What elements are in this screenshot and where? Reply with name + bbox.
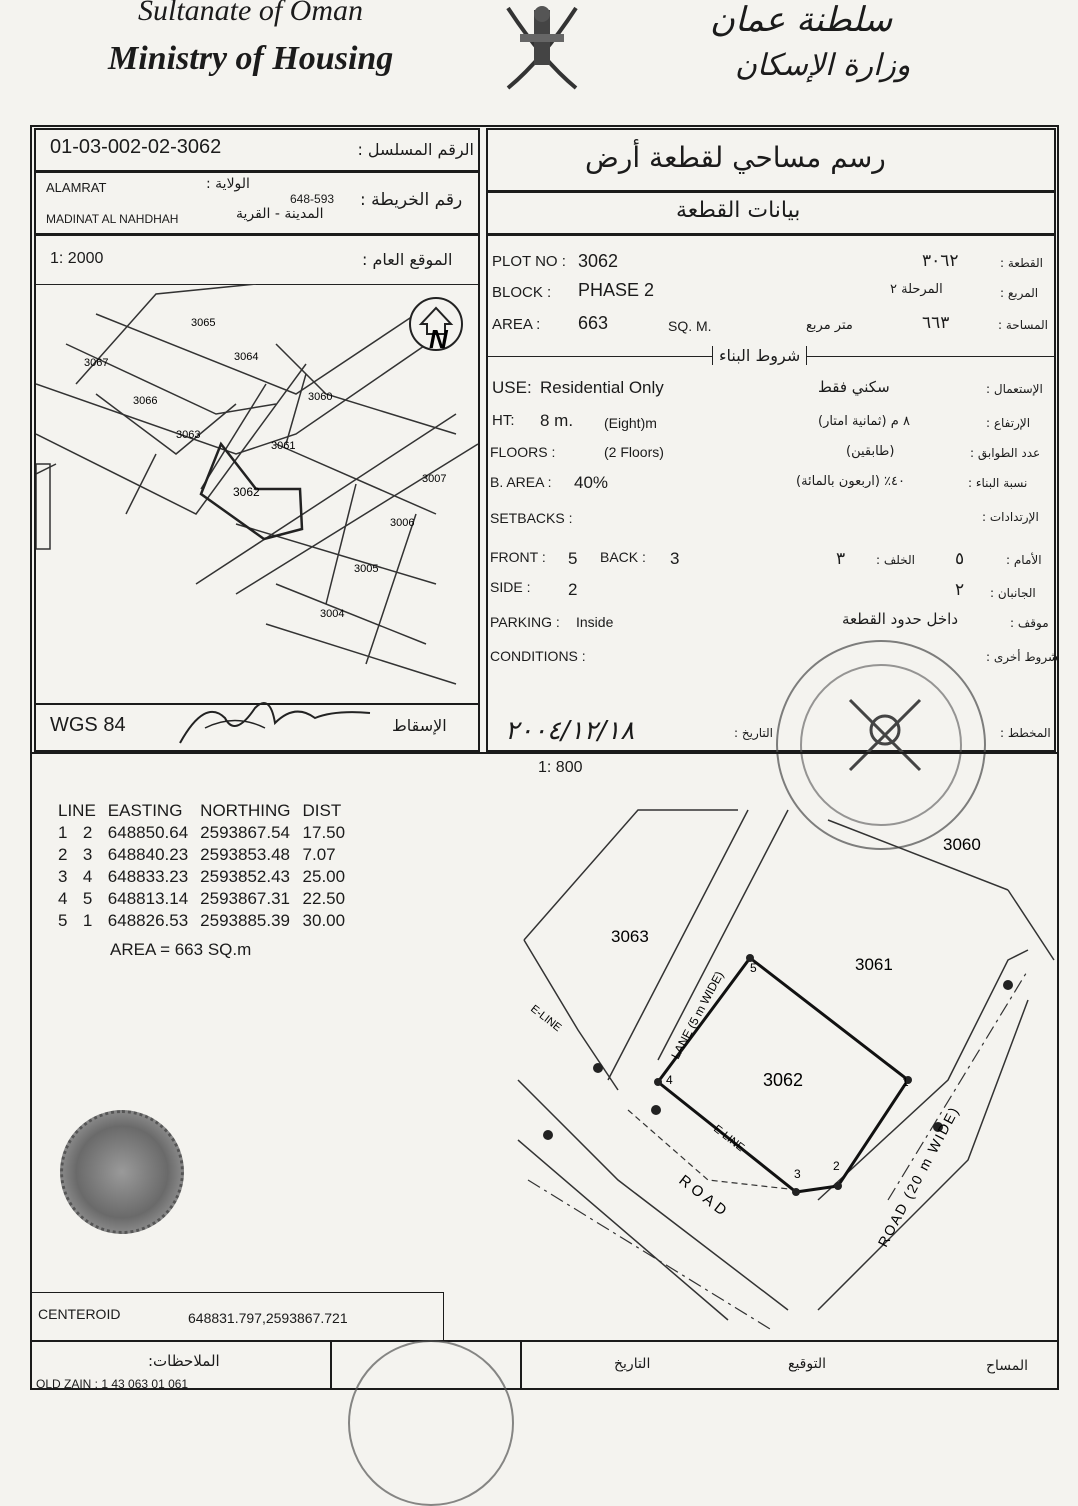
setbacks-label: SETBACKS : — [490, 510, 573, 526]
keymap-scale: 1: 2000 — [50, 250, 104, 267]
plot-data-title: بيانات القطعة — [676, 198, 801, 223]
footer-separator — [330, 1340, 332, 1389]
back-ar: ٣ — [836, 549, 846, 568]
northing-value: 2593867.54 — [200, 823, 290, 842]
parking-ar: داخل حدود القطعة — [842, 610, 958, 628]
line-from: 1 — [58, 823, 68, 842]
line-to: 3 — [82, 845, 93, 864]
wilayat-label: الولاية : — [206, 176, 250, 192]
conditions-label: CONDITIONS : — [490, 648, 586, 664]
front-ar: ٥ — [955, 549, 965, 568]
building-area-value: 40% — [574, 473, 609, 492]
height-value: 8 m. — [540, 411, 574, 430]
height-ar: ٨ م (ثمانية امتار) — [818, 414, 910, 429]
front-label-ar: الأمام : — [1006, 553, 1042, 567]
block-label: BLOCK : — [492, 284, 552, 301]
back-label-ar: الخلف : — [876, 553, 915, 567]
header-line: LINE — [58, 801, 96, 820]
northing-value: 2593852.43 — [200, 867, 290, 886]
table-row — [52, 822, 351, 844]
national-emblem-icon — [498, 0, 586, 95]
eline-label: E-LINE — [711, 1122, 747, 1155]
floors-ar: (طابقين) — [846, 444, 895, 459]
use-label-ar: الإستعمال : — [986, 382, 1043, 396]
planner-label-ar: المخطط : — [1000, 726, 1051, 740]
height-note: (Eight)m — [604, 415, 657, 431]
footer-date-label: التاريخ — [614, 1356, 651, 1372]
plot-3060-label: 3060 — [943, 835, 981, 854]
footer-surveyor-label: المساح — [986, 1358, 1029, 1374]
plot-no-label: PLOT NO : — [492, 253, 566, 270]
line-from: 3 — [58, 867, 68, 886]
keymap-drawing — [36, 284, 478, 704]
height-label: HT: — [492, 412, 515, 429]
floors-value: (2 Floors) — [604, 444, 664, 460]
dist-value: 7.07 — [302, 845, 336, 864]
lower-divider — [32, 752, 1057, 754]
plot-no-ar: ٣٠٦٢ — [922, 251, 959, 270]
header-dist: DIST — [302, 801, 342, 820]
dist-value: 25.00 — [302, 867, 346, 886]
keymap-plot-label: 3007 — [422, 473, 447, 485]
vertex-label: 3 — [794, 1167, 801, 1181]
total-area: AREA = 663 SQ.m — [110, 940, 252, 959]
easting-value: 648813.14 — [107, 889, 189, 908]
plot-3061-label: 3061 — [855, 955, 893, 974]
northing-value: 2593853.48 — [200, 845, 290, 864]
serial-label: الرقم المسلسل : — [357, 140, 474, 159]
side-value: 2 — [568, 580, 578, 599]
front-label: FRONT : — [490, 549, 546, 565]
easting-value: 648840.23 — [107, 845, 189, 864]
ministry-name-en: Ministry of Housing — [108, 40, 394, 77]
line-from: 5 — [58, 911, 68, 930]
detail-map-scale: 1: 800 — [538, 759, 583, 776]
table-row — [52, 866, 351, 888]
approval-date: ٢٠٠٤/١٢/١٨ — [505, 716, 635, 746]
line-from: 2 — [58, 845, 68, 864]
area-value: 663 — [578, 313, 609, 333]
map-number-value: 648-593 — [290, 192, 335, 206]
easting-value: 648826.53 — [107, 911, 189, 930]
easting-value: 648850.64 — [107, 823, 189, 842]
detail-map-drawing — [488, 780, 1056, 1330]
plot-data-box — [486, 234, 1059, 752]
footer-separator — [520, 1340, 522, 1389]
block-ar: المرحلة ٢ — [890, 282, 943, 297]
back-value: 3 — [670, 549, 680, 568]
side-label-ar: الجانبان : — [990, 586, 1036, 600]
old-zain-value: OLD ZAIN : 1 43 063 01 061 — [36, 1377, 189, 1391]
line-to: 1 — [82, 911, 93, 930]
area-unit-ar: متر مربع — [806, 318, 853, 333]
plot-label-ar: القطعة : — [1000, 256, 1043, 270]
height-label-ar: الإرتفاع : — [986, 416, 1031, 430]
side-label: SIDE : — [490, 579, 531, 595]
conditions-label-ar: شروط أخرى : — [986, 650, 1059, 664]
keymap-plot-label: 3062 — [233, 485, 260, 499]
projection-label: الإسقاط — [392, 716, 447, 735]
parking-label: PARKING : — [490, 614, 560, 630]
building-area-label-ar: نسبة البناء : — [968, 476, 1028, 490]
stamp-emblem-icon — [840, 690, 930, 780]
line-to: 2 — [82, 823, 93, 842]
block-label-ar: المربع : — [1000, 286, 1039, 300]
embossed-seal-icon — [60, 1110, 184, 1234]
use-ar: سكني فقط — [818, 378, 890, 396]
easting-value: 648833.23 — [107, 867, 189, 886]
eline-label: E-LINE — [528, 1002, 564, 1035]
building-area-ar: ٤٠٪ (اربعون بالمائة) — [796, 474, 906, 489]
dist-value: 30.00 — [302, 911, 346, 930]
dist-value: 22.50 — [302, 889, 346, 908]
city-value: MADINAT AL NAHDHAH — [46, 212, 179, 226]
side-ar: ٢ — [955, 580, 965, 599]
dist-value: 17.50 — [302, 823, 346, 842]
line-to: 4 — [82, 867, 93, 886]
header-easting: EASTING — [107, 801, 183, 820]
wilayat-value: ALAMRAT — [46, 180, 107, 195]
country-name-en: Sultanate of Oman — [138, 0, 363, 27]
signature-icon — [175, 688, 375, 748]
setbacks-label-ar: الإرتدادات : — [982, 510, 1039, 524]
document-title: رسم مساحي لقطعة أرض — [585, 141, 886, 174]
vertex-label: 4 — [666, 1073, 673, 1087]
keymap-plot-label: 3066 — [133, 395, 158, 407]
area-label: AREA : — [492, 316, 541, 333]
parking-value: Inside — [576, 614, 614, 630]
road-label: ROAD — [675, 1171, 733, 1222]
lane-label: LANE (5 m WIDE) — [668, 968, 727, 1062]
floors-label-ar: عدد الطوابق : — [970, 446, 1041, 460]
floors-label: FLOORS : — [490, 444, 556, 460]
line-from: 4 — [58, 889, 68, 908]
keymap-plot-label: 3067 — [84, 357, 109, 369]
country-name-ar: سلطنة عمان — [710, 0, 893, 40]
use-value: Residential Only — [540, 378, 664, 397]
area-ar: ٦٦٣ — [922, 313, 950, 332]
road-width-label: ROAD (20 m WIDE) — [874, 1103, 963, 1250]
coordinate-table — [52, 800, 351, 932]
coordinate-table-header — [52, 800, 351, 822]
remarks-label: الملاحظات: — [148, 1352, 220, 1370]
northing-value: 2593885.39 — [200, 911, 290, 930]
keymap-plot-label: 3064 — [234, 351, 259, 363]
north-label: N — [429, 324, 448, 354]
location-label: الموقع العام : — [362, 250, 453, 269]
vertex-label: 2 — [833, 1159, 840, 1173]
back-label: BACK : — [600, 549, 646, 565]
keymap-plot-label: 3060 — [308, 391, 333, 403]
centroid-label: CENTEROID — [38, 1306, 121, 1322]
area-label-ar: المساحة : — [998, 318, 1048, 332]
table-row — [52, 910, 351, 932]
table-row — [52, 888, 351, 910]
parking-label-ar: موقف : — [1010, 616, 1049, 630]
ministry-name-ar: وزارة الإسكان — [735, 48, 911, 83]
plot-no-value: 3062 — [578, 251, 619, 271]
keymap-plot-label: 3005 — [354, 563, 379, 575]
footer-divider — [32, 1340, 1057, 1342]
survey-stamp-icon — [348, 1340, 514, 1506]
front-value: 5 — [568, 549, 578, 568]
plot-3062-label: 3062 — [763, 1070, 804, 1090]
projection-value: WGS 84 — [50, 714, 126, 736]
keymap-plot-label: 3004 — [320, 608, 345, 620]
footer-signature-label: التوقيع — [788, 1356, 826, 1372]
vertex-label: 5 — [750, 961, 757, 975]
area-unit: SQ. M. — [668, 318, 712, 334]
plot-3063-label: 3063 — [611, 927, 649, 946]
date-label-ar: التاريخ : — [734, 726, 774, 740]
keymap-plot-label: 3061 — [271, 440, 296, 452]
building-conditions-label: شروط البناء — [712, 346, 807, 365]
use-label: USE: — [492, 378, 532, 397]
keymap-plot-label: 3065 — [191, 317, 216, 329]
vertex-label: 1 — [902, 1075, 909, 1089]
line-to: 5 — [82, 889, 93, 908]
table-row — [52, 844, 351, 866]
centroid-value: 648831.797,2593867.721 — [188, 1310, 348, 1326]
building-area-label: B. AREA : — [490, 474, 552, 490]
northing-value: 2593867.31 — [200, 889, 290, 908]
city-label: المدينة - القرية — [236, 206, 324, 222]
keymap-plot-label: 3063 — [176, 429, 201, 441]
serial-number: 01-03-002-02-3062 — [50, 136, 222, 158]
block-value: PHASE 2 — [578, 280, 655, 300]
keymap-plot-label: 3006 — [390, 517, 415, 529]
map-number-label: رقم الخريطة : — [360, 190, 463, 210]
header-northing: NORTHING — [200, 801, 291, 820]
